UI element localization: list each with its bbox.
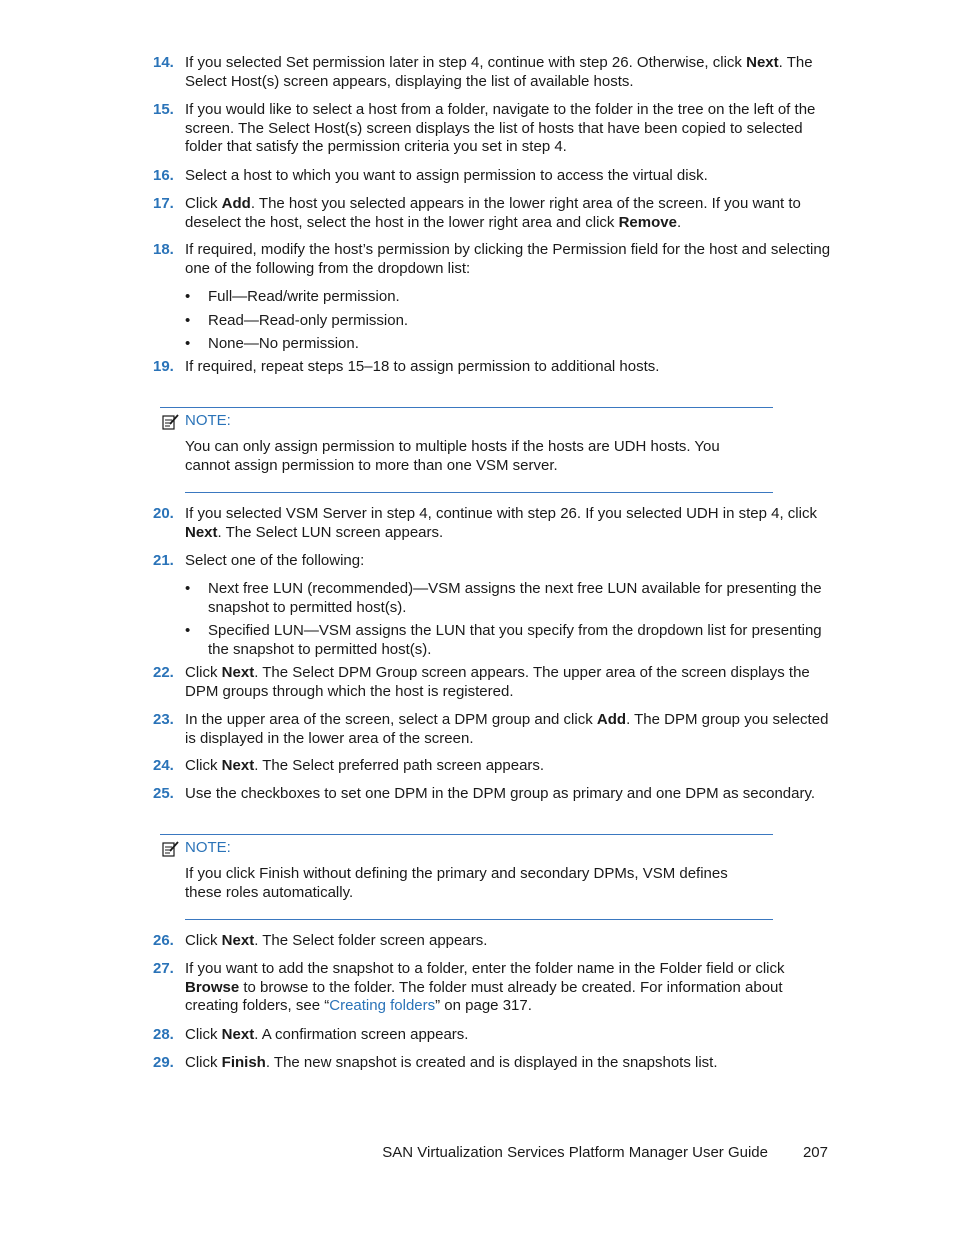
step-27: [153, 960, 833, 1016]
list-item: • Next free LUN (recommended)—VSM assigns the next free LUN available for presenting the snapshot to permitted host(s).: [185, 580, 822, 616]
step-number: 29.: [153, 1054, 174, 1071]
list-item: • Read—Read-only permission.: [185, 312, 409, 329]
step-26: [153, 932, 833, 951]
step-number: 15.: [153, 101, 174, 118]
note-bottom-rule: [185, 492, 773, 493]
note-box: [160, 407, 773, 493]
page-number: 207: [802, 1144, 828, 1161]
step-number: 27.: [153, 960, 174, 977]
step-number: 25.: [153, 785, 174, 802]
step-text: If you would like to select a host from a folder, navigate to the folder in the tree on the left of the screen. The Select Host(s) screen displays the list of hosts that have been copied to selected folder that satisfy the permission criteria you set in step 4.: [185, 101, 816, 156]
step-text: If you selected Set permission later in step 4, continue with step 26. Otherwise, click Next. The Select Host(s) screen appears, displaying the list of available hosts.: [185, 54, 813, 90]
step-22: [153, 664, 833, 701]
note-text: You can only assign permission to multiple hosts if the hosts are UDH hosts. You cannot assign permission to more than one VSM server.: [185, 438, 720, 474]
step-text: Click Add. The host you selected appears in the lower right area of the screen. If you want to deselect the host, select the host in the lower right area and click Remove.: [185, 195, 801, 231]
step-text: Select one of the following:: [185, 552, 365, 569]
list-item: • Specified LUN—VSM assigns the LUN that you specify from the dropdown list for presenting the snapshot to permitted host(s).: [185, 622, 822, 658]
note-icon: [162, 413, 180, 436]
step-number: 22.: [153, 664, 174, 681]
note-top-rule: [160, 407, 773, 408]
step-text: Use the checkboxes to set one DPM in the DPM group as primary and one DPM as secondary.: [185, 785, 816, 802]
step-number: 14.: [153, 54, 174, 71]
step-text: If required, modify the host’s permission by clicking the Permission field for the host and selecting one of the following from the dropdown list:: [185, 241, 831, 277]
step-text: In the upper area of the screen, select a DPM group and click Add. The DPM group you selected is displayed in the lower area of the screen.: [185, 711, 829, 747]
step-24: [153, 757, 833, 776]
list-item: • None—No permission.: [185, 335, 359, 352]
step-28: [153, 1026, 833, 1045]
bullet-glyph: •: [185, 288, 191, 305]
step-number: 16.: [153, 167, 174, 184]
note-label: NOTE:: [185, 839, 231, 856]
step-number: 19.: [153, 358, 174, 375]
step-text: If you want to add the snapshot to a folder, enter the folder name in the Folder field or click Browse to browse to the folder. The folder must already be created. For information about creating folders, see “Creating folders” on page 317.: [185, 960, 785, 1015]
bullet-glyph: •: [185, 312, 191, 329]
step-number: 20.: [153, 505, 174, 522]
step-text: If you selected VSM Server in step 4, continue with step 26. If you selected UDH in step 4, click Next. The Select LUN screen appears.: [185, 505, 817, 541]
step-number: 24.: [153, 757, 174, 774]
note-box: [160, 834, 773, 920]
bullet-glyph: •: [185, 622, 191, 639]
step-text: Click Next. The Select DPM Group screen appears. The upper area of the screen displays the DPM groups through which the host is registered.: [185, 664, 810, 700]
step-17: [153, 195, 833, 232]
step-21: [153, 552, 833, 571]
note-text: If you click Finish without defining the primary and secondary DPMs, VSM defines these roles automatically.: [185, 865, 728, 901]
page-footer: [370, 1144, 828, 1164]
step-number: 26.: [153, 932, 174, 949]
step-19: [153, 358, 833, 377]
step-text: Click Finish. The new snapshot is created and is displayed in the snapshots list.: [185, 1054, 718, 1071]
step-25: [153, 785, 833, 804]
step-text: Click Next. A confirmation screen appears.: [185, 1026, 469, 1043]
bullet-glyph: •: [185, 580, 191, 597]
step-text: Click Next. The Select folder screen appears.: [185, 932, 488, 949]
step-number: 21.: [153, 552, 174, 569]
step-number: 18.: [153, 241, 174, 258]
creating-folders-link[interactable]: Creating folders: [329, 997, 436, 1015]
step-14: [153, 54, 833, 91]
step-text: Click Next. The Select preferred path screen appears.: [185, 757, 545, 774]
step-number: 28.: [153, 1026, 174, 1043]
step-23: [153, 711, 833, 748]
step-number: 23.: [153, 711, 174, 728]
step-20: [153, 505, 833, 542]
step-18: [153, 241, 833, 278]
note-icon: [162, 840, 180, 863]
step-29: [153, 1054, 833, 1073]
step-text: Select a host to which you want to assign permission to access the virtual disk.: [185, 167, 708, 184]
step-15: [153, 101, 833, 157]
step-number: 17.: [153, 195, 174, 212]
step-text: If required, repeat steps 15–18 to assign permission to additional hosts.: [185, 358, 660, 375]
step-16: [153, 167, 833, 186]
bullet-glyph: •: [185, 335, 191, 352]
note-top-rule: [160, 834, 773, 835]
note-bottom-rule: [185, 919, 773, 920]
list-item: • Full—Read/write permission.: [185, 288, 400, 305]
footer-title: SAN Virtualization Services Platform Manager User Guide: [382, 1144, 768, 1161]
note-label: NOTE:: [185, 412, 231, 429]
